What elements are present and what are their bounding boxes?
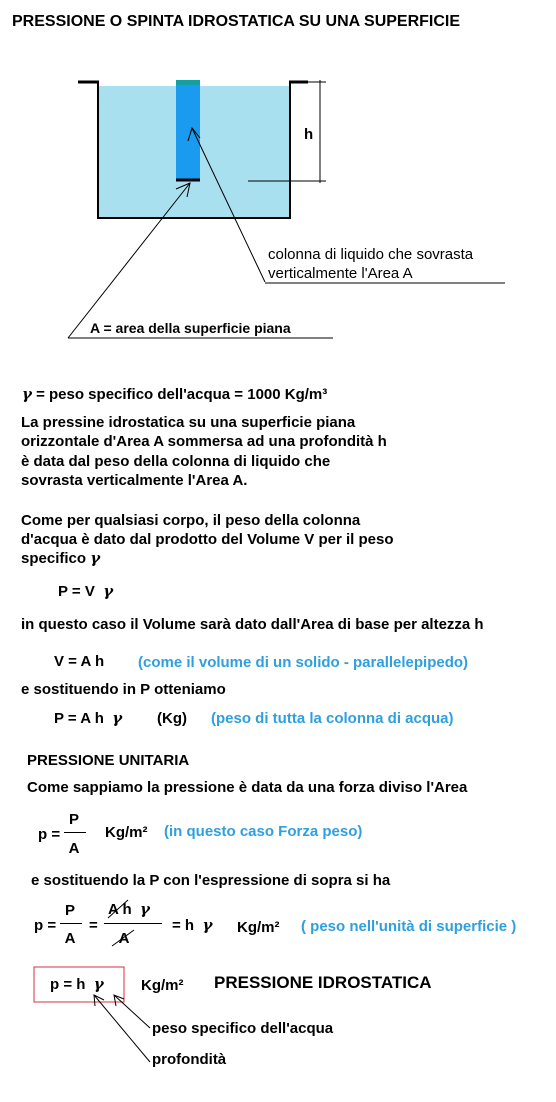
- eq-p-force-note: (in questo caso Forza peso): [164, 823, 363, 840]
- para2-line1: Come per qualsiasi corpo, il peso della colonna: [21, 512, 361, 529]
- volume-sentence: in questo caso il Volume sarà dato dall'Area di base per altezza h: [21, 616, 484, 633]
- eq-v-equals-ah: V = A h: [54, 653, 105, 670]
- gamma-definition: [22, 385, 327, 404]
- eq-p-equals-ah-gamma: P = A h γ: [54, 709, 123, 727]
- frac-numerator-P: P: [68, 811, 79, 828]
- substitute-sentence-2: e sostituendo la P con l'espressione di sopra si ha: [31, 872, 391, 889]
- page-title: PRESSIONE O SPINTA IDROSTATICA SU UNA SUPERFICIE: [12, 13, 461, 30]
- gamma-annot-arrow: [114, 995, 150, 1028]
- liquid-column: [176, 82, 200, 180]
- gamma-def-text: = peso specifico dell'acqua = 1000 Kg/m³: [36, 386, 328, 403]
- para1-line1: La pressine idrostatica su una superficie piana: [21, 414, 356, 431]
- para2-line2: d'acqua è dato dal prodotto del Volume V per il peso: [21, 531, 394, 548]
- eq2-note: ( peso nell'unità di superficie ): [301, 918, 517, 935]
- eq-v-note: (come il volume di un solido - parallelepipedo): [138, 654, 469, 671]
- final-formula: p = h γ: [50, 975, 104, 993]
- depth-annotation: profondità: [152, 1051, 227, 1068]
- gamma-annotation: peso specifico dell'acqua: [152, 1020, 334, 1037]
- eq-p-note: (peso di tutta la colonna di acqua): [211, 710, 454, 727]
- frac-bar: [64, 832, 86, 833]
- para1-line4: sovrasta verticalmente l'Area A.: [21, 472, 248, 489]
- eq-p-unit-kgm2: Kg/m²: [105, 824, 148, 841]
- h-label: h: [304, 126, 314, 143]
- gamma-symbol: γ: [22, 385, 32, 403]
- eq-p-equals-v-gamma: P = V γ: [58, 582, 114, 600]
- unit-pressure-heading: PRESSIONE UNITARIA: [27, 752, 190, 769]
- eq-p-unit: (Kg): [157, 710, 187, 727]
- eq2-frac-numerator-P: P: [64, 902, 75, 919]
- eq2-p-lhs: p =: [34, 917, 57, 934]
- eq2-frac-bar-1: [60, 923, 82, 924]
- para1-line3: è data dal peso della colonna di liquido che: [21, 453, 331, 470]
- eq2-denominator-A: A: [118, 930, 130, 947]
- frac-denominator-A: A: [68, 840, 80, 857]
- eq2-frac-bar-2: [104, 923, 162, 924]
- depth-annot-arrow: [94, 995, 150, 1062]
- final-label: PRESSIONE IDROSTATICA: [214, 973, 432, 992]
- eq2-result: = h γ: [172, 916, 213, 934]
- para2-line3: specifico γ: [21, 549, 101, 567]
- eq2-frac-denominator-A: A: [64, 930, 76, 947]
- final-unit-kgm2: Kg/m²: [141, 977, 184, 994]
- eq2-unit-kgm2: Kg/m²: [237, 919, 280, 936]
- unit-pressure-sentence: Come sappiamo la pressione è data da una forza diviso l'Area: [27, 779, 468, 796]
- column-label-2: verticalmente l'Area A: [268, 265, 413, 282]
- eq2-numerator: A h γ: [108, 900, 150, 918]
- para1-line2: orizzontale d'Area A sommersa ad una profondità h: [21, 433, 387, 450]
- eq-p-lhs: p =: [38, 826, 61, 843]
- eq2-equals: =: [89, 917, 98, 934]
- liquid-column-top: [176, 80, 200, 85]
- column-label-1: colonna di liquido che sovrasta: [268, 246, 474, 263]
- area-label: A = area della superficie piana: [90, 320, 291, 336]
- substitute-sentence-1: e sostituendo in P otteniamo: [21, 681, 226, 698]
